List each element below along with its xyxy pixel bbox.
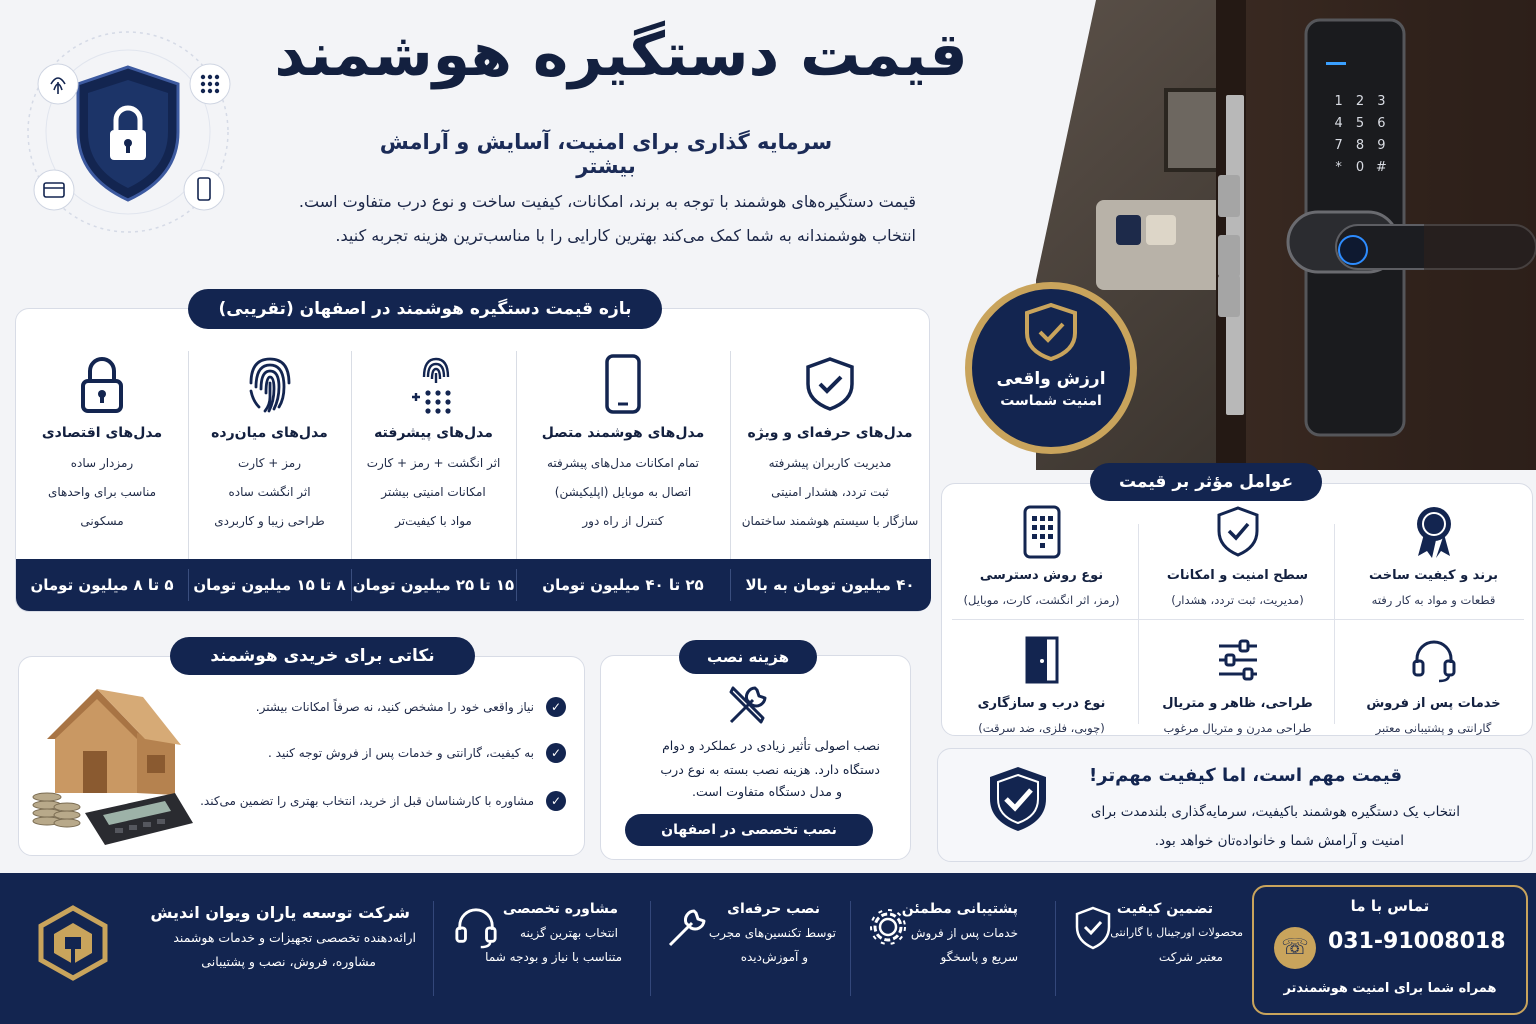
price-bar bbox=[16, 559, 931, 611]
fingerprint-keypad-icon bbox=[406, 353, 462, 415]
badge-line-1: ارزش واقعی bbox=[996, 369, 1106, 389]
factor-sub: گارانتی و پشتیبانی معتبر bbox=[1375, 721, 1492, 735]
price-value: ۴۰ میلیون تومان به بالا bbox=[745, 576, 915, 594]
factor-brand bbox=[1336, 502, 1531, 607]
quality-line-1: انتخاب یک دستگیره هوشمند باکیفیت، سرمایه‌گذاری بلندمدت برای bbox=[1090, 804, 1460, 820]
factor-service bbox=[1336, 630, 1531, 735]
footer-feature-title: مشاوره تخصصی bbox=[502, 901, 618, 917]
price-value: ۲۵ تا ۴۰ میلیون تومان bbox=[542, 576, 704, 594]
factor-title: خدمات پس از فروش bbox=[1366, 696, 1501, 711]
factor-access bbox=[944, 502, 1139, 607]
quality-note bbox=[937, 748, 1533, 862]
headset-icon bbox=[1411, 637, 1457, 683]
value-badge bbox=[965, 282, 1137, 454]
price-column-connected bbox=[516, 351, 730, 551]
shield-check-icon bbox=[1073, 905, 1113, 951]
keypad-key: 7 bbox=[1334, 138, 1343, 153]
factor-title: طراحی، ظاهر و متریال bbox=[1162, 696, 1313, 711]
footer-feature-line: توسط تکنسین‌های مجرب bbox=[708, 926, 836, 940]
price-column-title: مدل‌های حرفه‌ای و ویژه bbox=[747, 425, 913, 441]
company-logo bbox=[38, 905, 108, 981]
factor-title: نوع روش دسترسی bbox=[979, 568, 1104, 583]
feature-line: طراحی زیبا و کاربردی bbox=[214, 514, 325, 528]
quality-line-2: امنیت و آرامش شما و خانواده‌تان خواهد بود. bbox=[1154, 833, 1404, 849]
contact-card bbox=[1252, 885, 1528, 1015]
price-value: ۱۵ تا ۲۵ میلیون تومان bbox=[352, 576, 515, 594]
sliders-icon bbox=[1216, 638, 1260, 682]
factor-sub: طراحی مدرن و متریال مرغوب bbox=[1163, 721, 1312, 735]
tips-title: نکاتی برای خریدی هوشمند bbox=[170, 637, 475, 675]
install-title: هزینه نصب bbox=[679, 640, 817, 674]
keypad-key: 1 bbox=[1334, 94, 1343, 109]
feature-line: رمز + کارت bbox=[238, 456, 301, 470]
feature-line: مناسب برای واحدهای bbox=[47, 485, 157, 499]
check-icon: ✓ bbox=[546, 697, 566, 717]
house-coins-calculator-illustration bbox=[25, 673, 200, 848]
feature-line: مسکونی bbox=[80, 514, 124, 528]
shield-check-icon bbox=[1215, 505, 1261, 559]
keypad-key: 4 bbox=[1334, 116, 1343, 131]
footer-quality bbox=[1063, 901, 1243, 969]
headset-icon bbox=[454, 905, 498, 949]
tip-text: به کیفیت، گارانتی و خدمات پس از فروش توجه کنید . bbox=[268, 746, 534, 760]
quality-title: قیمت مهم است، اما کیفیت مهم‌تر! bbox=[1088, 765, 1402, 786]
footer-consulting bbox=[450, 901, 640, 969]
feature-line: تمام امکانات مدل‌های پیشرفته bbox=[546, 456, 700, 470]
keypad-key: 0 bbox=[1355, 160, 1365, 175]
lock-keypad bbox=[1328, 94, 1392, 175]
smartphone-icon bbox=[603, 353, 643, 415]
keypad-key: 5 bbox=[1355, 116, 1365, 131]
price-value: ۵ تا ۸ میلیون تومان bbox=[30, 576, 174, 594]
price-column-title: مدل‌های هوشمند متصل bbox=[541, 425, 705, 441]
page-subtitle: سرمایه گذاری برای امنیت، آسایش و آرامش بیشتر bbox=[379, 130, 833, 178]
factor-door bbox=[944, 630, 1139, 735]
feature-line: سازگار با سیستم هوشمند ساختمان bbox=[741, 514, 919, 528]
contact-tagline: همراه شما برای امنیت هوشمندتر bbox=[1283, 981, 1497, 996]
factor-sub: (مدیریت، ثبت تردد، هشدار) bbox=[1171, 593, 1304, 607]
feature-line: مدیریت کاربران پیشرفته bbox=[768, 456, 892, 470]
price-range-title: بازه قیمت دستگیره هوشمند در اصفهان (تقریبی) bbox=[188, 289, 662, 329]
contact-phone[interactable]: 031-91008018 bbox=[1328, 929, 1506, 954]
buying-tips-section bbox=[18, 656, 585, 856]
page-title: قیمت دستگیره هوشمند bbox=[274, 20, 968, 90]
factor-sub: (چوبی، فلزی، ضد سرقت) bbox=[978, 721, 1105, 735]
feature-line: کنترل از راه دور bbox=[582, 514, 664, 528]
company-line-1: ارائه‌دهنده تخصصی تجهیزات و خدمات هوشمند bbox=[173, 930, 416, 945]
contact-title: تماس با ما bbox=[1350, 897, 1430, 915]
gear-icon bbox=[866, 905, 910, 949]
price-column-title: مدل‌های پیشرفته bbox=[374, 425, 493, 441]
intro-line-2: انتخاب هوشمندانه به شما کمک می‌کند بهترین کارایی را با مناسب‌ترین هزینه تجربه کنید. bbox=[335, 226, 916, 245]
factor-security bbox=[1140, 502, 1335, 607]
security-shield-illustration bbox=[18, 22, 238, 242]
phone-icon: ☏ bbox=[1274, 927, 1316, 969]
feature-line: اثر انگشت + رمز + کارت bbox=[366, 456, 501, 470]
install-line-2: دستگاه دارد. هزینه نصب بسته به نوع درب bbox=[660, 762, 880, 777]
footer-feature-line: محصولات اورجینال با گارانتی bbox=[1110, 926, 1243, 939]
install-isfahan-button[interactable]: نصب تخصصی در اصفهان bbox=[625, 814, 873, 846]
footer-feature-line: انتخاب بهترین گزینه bbox=[520, 926, 618, 940]
footer-feature-line: متناسب با نیاز و بودجه شما bbox=[485, 950, 622, 964]
company-info bbox=[120, 903, 420, 974]
shield-check-icon bbox=[804, 356, 856, 412]
price-column-advanced bbox=[351, 351, 516, 551]
tip-text: مشاوره با کارشناسان قبل از خرید، انتخاب بهتری را تضمین می‌کند. bbox=[200, 794, 534, 808]
price-column-title: مدل‌های اقتصادی bbox=[41, 425, 163, 441]
footer-installation bbox=[660, 901, 840, 969]
tip-item bbox=[268, 743, 566, 763]
footer-feature-line: سریع و پاسخگو bbox=[940, 950, 1018, 964]
factor-sub: (رمز، اثر انگشت، کارت، موبایل) bbox=[963, 593, 1120, 607]
price-column-title: مدل‌های میان‌رده bbox=[211, 425, 328, 441]
footer-feature-line: خدمات پس از فروش bbox=[910, 926, 1018, 940]
footer-feature-title: پشتیبانی مطمئن bbox=[901, 901, 1018, 917]
award-ribbon-icon bbox=[1412, 504, 1456, 560]
price-factors-section bbox=[941, 483, 1533, 736]
tip-text: نیاز واقعی خود را مشخص کنید، نه صرفاً امکانات بیشتر. bbox=[255, 700, 534, 714]
footer-feature-title: تضمین کیفیت bbox=[1116, 901, 1213, 917]
tip-item bbox=[200, 791, 566, 811]
keypad-key: 2 bbox=[1355, 94, 1365, 109]
feature-line: امکانات امنیتی بیشتر bbox=[381, 485, 486, 499]
shield-check-icon bbox=[1021, 301, 1081, 363]
feature-line: اتصال به موبایل (اپلیکیشن) bbox=[554, 485, 692, 499]
shield-check-icon bbox=[986, 763, 1050, 835]
keypad-icon bbox=[1022, 504, 1062, 560]
keypad-key: 9 bbox=[1377, 138, 1386, 153]
intro-text bbox=[296, 185, 916, 253]
keypad-key: * bbox=[1335, 160, 1342, 175]
feature-line: اثر انگشت ساده bbox=[228, 485, 311, 499]
company-name: شرکت توسعه یاران ویوان اندیش bbox=[150, 903, 410, 922]
tip-item bbox=[256, 697, 566, 717]
check-icon: ✓ bbox=[546, 791, 566, 811]
tools-icon bbox=[664, 905, 710, 951]
check-icon: ✓ bbox=[546, 743, 566, 763]
install-line-3: و مدل دستگاه متفاوت است. bbox=[692, 784, 842, 799]
tools-icon bbox=[725, 682, 771, 728]
fingerprint-icon bbox=[243, 353, 297, 415]
footer-feature-title: نصب حرفه‌ای bbox=[727, 901, 820, 917]
factor-title: سطح امنیت و امکانات bbox=[1166, 568, 1309, 583]
price-value: ۸ تا ۱۵ میلیون تومان bbox=[193, 576, 346, 594]
keypad-key: 8 bbox=[1355, 138, 1365, 153]
feature-line: ثبت تردد، هشدار امنیتی bbox=[771, 485, 889, 499]
badge-line-2: امنیت شماست bbox=[1000, 393, 1102, 409]
footer-support bbox=[860, 901, 1040, 969]
factor-title: نوع درب و سازگاری bbox=[977, 696, 1106, 711]
factors-title: عوامل مؤثر بر قیمت bbox=[1090, 463, 1322, 501]
keypad-key: 3 bbox=[1377, 94, 1386, 109]
door-icon bbox=[1023, 635, 1061, 685]
factor-title: برند و کیفیت ساخت bbox=[1368, 568, 1499, 583]
company-line-2: مشاوره، فروش، نصب و پشتیبانی bbox=[201, 954, 376, 969]
footer-feature-line: و آموزش‌دیده bbox=[740, 950, 808, 964]
intro-line-1: قیمت دستگیره‌های هوشمند با توجه به برند، امکانات، کیفیت ساخت و نوع درب متفاوت است. bbox=[298, 192, 916, 211]
keypad-key: 6 bbox=[1377, 116, 1386, 131]
installation-cost-section bbox=[600, 655, 911, 860]
factor-design bbox=[1140, 630, 1335, 735]
price-column-pro bbox=[730, 351, 930, 551]
install-line-1: نصب اصولی تأثیر زیادی در عملکرد و دوام bbox=[662, 738, 880, 753]
keypad-key: # bbox=[1375, 160, 1387, 175]
price-column-mid bbox=[188, 351, 351, 551]
padlock-icon bbox=[78, 353, 126, 415]
feature-line: مواد با کیفیت‌تر bbox=[395, 514, 472, 528]
price-range-section bbox=[15, 308, 930, 612]
footer-feature-line: معتبر شرکت bbox=[1158, 950, 1223, 964]
footer bbox=[0, 873, 1536, 1024]
price-column-economic bbox=[16, 351, 188, 551]
factor-sub: قطعات و مواد به کار رفته bbox=[1371, 593, 1496, 607]
feature-line: رمزدار ساده bbox=[70, 456, 134, 470]
